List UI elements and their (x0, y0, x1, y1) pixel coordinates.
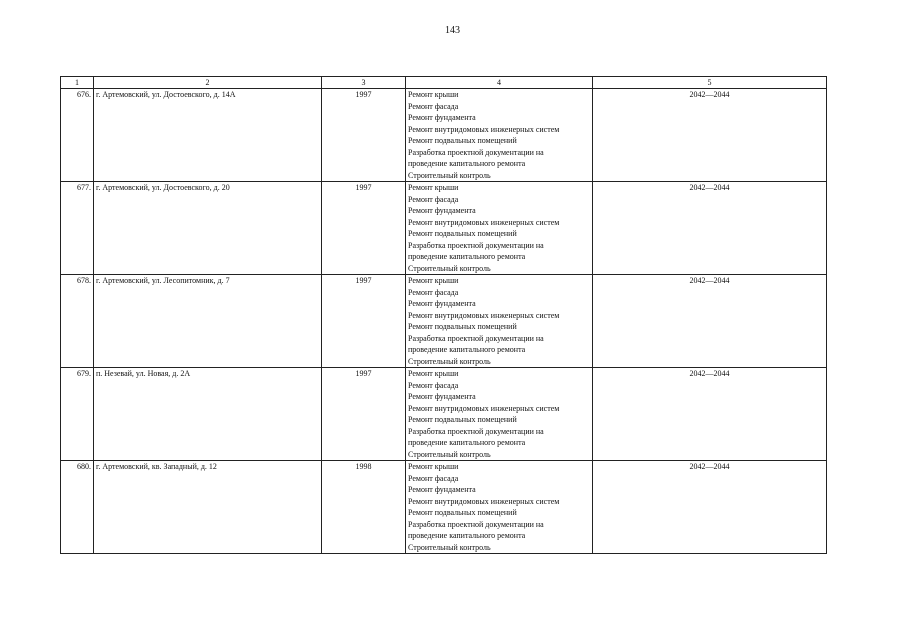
row-works-list (406, 368, 593, 461)
work-item: Ремонт подвальных помещений (408, 415, 517, 424)
work-item: Ремонт крыши (408, 462, 459, 471)
table-row (61, 368, 827, 461)
work-item: Ремонт подвальных помещений (408, 322, 517, 331)
work-item: Разработка проектной документации на (408, 240, 544, 250)
row-works-list (406, 275, 593, 368)
work-item: Ремонт фундамента (408, 206, 476, 215)
work-item: Разработка проектной документации на (408, 333, 544, 343)
row-address: п. Незевай, ул. Новая, д. 2А (94, 368, 322, 461)
work-item: Разработка проектной документации на (408, 147, 544, 157)
work-item: проведение капитального ремонта (408, 438, 526, 447)
table-row (61, 89, 827, 182)
work-item: Ремонт внутридомовых инженерных систем (408, 310, 560, 320)
header-col-1: 1 (61, 77, 94, 89)
row-address: г. Артемовский, ул. Лесопитомник, д. 7 (94, 275, 322, 368)
work-item: проведение капитального ремонта (408, 159, 526, 168)
work-item: Ремонт внутридомовых инженерных систем (408, 403, 560, 413)
work-item: Ремонт фасада (408, 287, 459, 297)
row-number: 680. (61, 461, 94, 554)
work-item: Ремонт крыши (408, 183, 459, 192)
header-col-2: 2 (94, 77, 322, 89)
row-period: 2042—2044 (593, 368, 827, 461)
work-item: Ремонт фасада (408, 194, 459, 204)
work-item: Ремонт внутридомовых инженерных систем (408, 496, 560, 506)
row-address: г. Артемовский, кв. Западный, д. 12 (94, 461, 322, 554)
row-number: 676. (61, 89, 94, 182)
row-works-list (406, 89, 593, 182)
work-item: Ремонт подвальных помещений (408, 229, 517, 238)
work-item: Ремонт внутридомовых инженерных систем (408, 124, 560, 134)
work-item: Ремонт фундамента (408, 113, 476, 122)
row-number: 677. (61, 182, 94, 275)
work-item: проведение капитального ремонта (408, 345, 526, 354)
work-item: Строительный контроль (408, 263, 491, 273)
table-header (61, 77, 827, 89)
work-item: Ремонт крыши (408, 90, 459, 99)
work-item: Ремонт крыши (408, 369, 459, 378)
work-item: Ремонт внутридомовых инженерных систем (408, 217, 560, 227)
work-item: проведение капитального ремонта (408, 531, 526, 540)
table-body (61, 89, 827, 554)
row-year: 1997 (322, 182, 406, 275)
row-address: г. Артемовский, ул. Достоевского, д. 20 (94, 182, 322, 275)
table-row (61, 275, 827, 368)
header-col-4: 4 (406, 77, 593, 89)
row-year: 1997 (322, 89, 406, 182)
capital-repair-table (60, 76, 827, 554)
row-period: 2042—2044 (593, 461, 827, 554)
row-year: 1998 (322, 461, 406, 554)
row-year: 1997 (322, 368, 406, 461)
work-item: Ремонт крыши (408, 276, 459, 285)
table-row (61, 461, 827, 554)
work-item: Ремонт фасада (408, 380, 459, 390)
work-item: Строительный контроль (408, 542, 491, 552)
work-item: Ремонт фундамента (408, 485, 476, 494)
work-item: Разработка проектной документации на (408, 519, 544, 529)
work-item: Ремонт фундамента (408, 392, 476, 401)
header-col-5: 5 (593, 77, 827, 89)
work-item: Строительный контроль (408, 449, 491, 459)
work-item: Ремонт подвальных помещений (408, 136, 517, 145)
header-col-3: 3 (322, 77, 406, 89)
work-item: Строительный контроль (408, 356, 491, 366)
work-item: Строительный контроль (408, 170, 491, 180)
row-period: 2042—2044 (593, 182, 827, 275)
row-number: 678. (61, 275, 94, 368)
work-item: проведение капитального ремонта (408, 252, 526, 261)
work-item: Разработка проектной документации на (408, 426, 544, 436)
row-works-list (406, 461, 593, 554)
work-item: Ремонт подвальных помещений (408, 508, 517, 517)
row-year: 1997 (322, 275, 406, 368)
row-works-list (406, 182, 593, 275)
header-row (61, 77, 827, 89)
row-number: 679. (61, 368, 94, 461)
page-number: 143 (445, 25, 460, 36)
row-period: 2042—2044 (593, 89, 827, 182)
table-row (61, 182, 827, 275)
work-item: Ремонт фасада (408, 101, 459, 111)
work-item: Ремонт фундамента (408, 299, 476, 308)
work-item: Ремонт фасада (408, 473, 459, 483)
row-address: г. Артемовский, ул. Достоевского, д. 14А (94, 89, 322, 182)
row-period: 2042—2044 (593, 275, 827, 368)
